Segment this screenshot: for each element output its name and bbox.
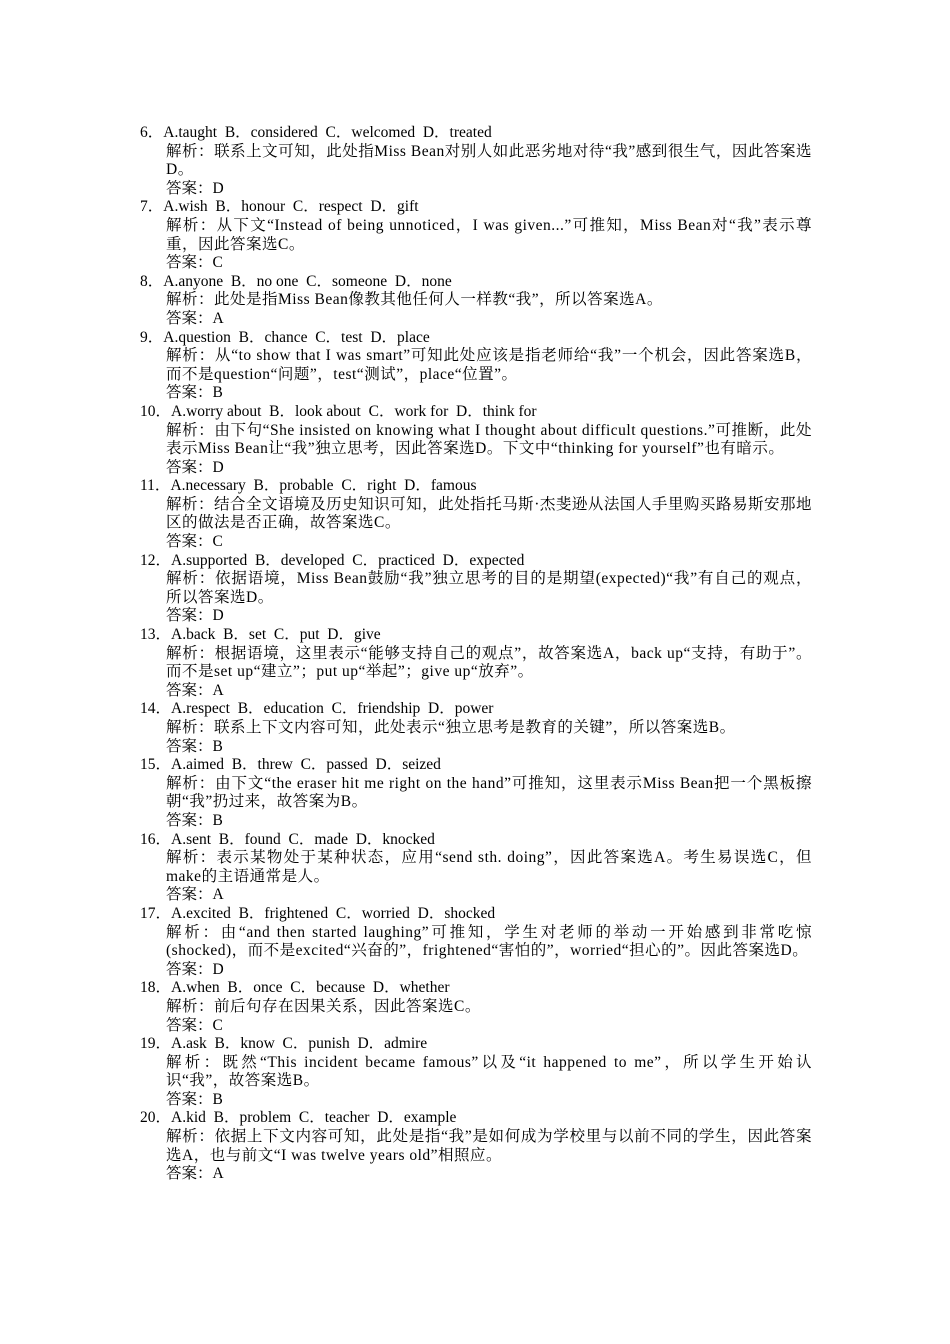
question-options-line (140, 905, 812, 924)
answer-line (140, 533, 812, 552)
answer-options: A.ask B．know C．punish D．admire (171, 1035, 428, 1053)
explanation-label: 解析： (166, 849, 217, 867)
explanation-text: 根据语境，这里表示“能够支持自己的观点”，故答案选A，back up“支持，有助于”。而不是set up“建立”；put up“举起”；give up“放弃”。 (166, 644, 812, 681)
question-item (140, 477, 812, 551)
question-number: 19． (140, 1035, 172, 1053)
explanation-label: 解析： (166, 347, 215, 365)
explanation (140, 645, 812, 682)
explanation-label: 解析： (166, 1128, 215, 1146)
question-number: 10． (140, 402, 172, 420)
question-item (140, 273, 812, 329)
answer-label: 答案： (166, 1165, 213, 1183)
answer-line (140, 384, 812, 403)
answer-label: 答案： (166, 886, 213, 904)
question-options-line (140, 477, 812, 496)
answer-label: 答案： (166, 811, 213, 829)
answer-value: A (212, 681, 224, 699)
explanation-label: 解析： (166, 495, 215, 513)
explanation-text: 既然“This incident became famous”以及“it happened to me”，所以学生开始认识“我”，故答案选B。 (166, 1053, 812, 1090)
answer-options: A.anyone B．no one C．someone D．none (163, 272, 452, 290)
explanation-text: 由下句“She insisted on knowing what I thought about difficult questions.”可推断，此处表示Miss Bean让“我”独立思考，因此答案选D。下文中“thinking for yourself”也有暗示。 (166, 421, 812, 458)
question-options-line (140, 626, 812, 645)
answer-value: B (212, 1090, 223, 1108)
question-number: 15． (140, 756, 172, 774)
explanation (140, 422, 812, 459)
question-number: 13． (140, 626, 172, 644)
answer-label: 答案： (166, 384, 213, 402)
answer-line (140, 310, 812, 329)
answer-options: A.taught B．considered C．welcomed D．treated (163, 124, 492, 141)
explanation-label: 解析： (166, 719, 215, 736)
question-number: 17． (140, 904, 172, 922)
answer-options: A.back B．set C．put D．give (171, 626, 381, 644)
question-number: 12． (140, 551, 172, 569)
answer-label: 答案： (166, 681, 213, 699)
explanation (140, 496, 812, 533)
question-item (140, 403, 812, 477)
answer-label: 答案： (166, 737, 213, 755)
explanation (140, 775, 812, 812)
question-options-line (140, 124, 812, 143)
explanation (140, 1054, 812, 1091)
answer-line (140, 1165, 812, 1184)
explanation (140, 849, 812, 886)
answer-options: A.wish B．honour C．respect D．gift (163, 198, 419, 216)
explanation-text: 前后句存在因果关系，因此答案选C。 (214, 997, 481, 1015)
explanation-label: 解析： (166, 570, 216, 588)
explanation (140, 570, 812, 607)
answer-value: B (212, 384, 223, 402)
question-item (140, 700, 812, 756)
question-options-line (140, 273, 812, 292)
question-options-line (140, 1035, 812, 1054)
question-item (140, 1109, 812, 1183)
question-options-line (140, 831, 812, 850)
answer-options: A.when B．once C．because D．whether (171, 979, 450, 997)
question-options-line (140, 1109, 812, 1128)
answer-line (140, 459, 812, 478)
explanation-label: 解析： (166, 216, 217, 234)
answer-label: 答案： (166, 1090, 213, 1108)
explanation (140, 1128, 812, 1165)
question-number: 18． (140, 979, 172, 997)
explanation-label: 解析： (166, 142, 215, 160)
answer-label: 答案： (166, 254, 213, 272)
answer-line (140, 1091, 812, 1110)
answer-label: 答案： (166, 607, 213, 625)
answer-value: B (212, 737, 223, 755)
answer-options: A.excited B．frightened C．worried D．shocked (171, 904, 496, 922)
answer-line (140, 254, 812, 273)
question-item (140, 552, 812, 626)
answer-label: 答案： (166, 179, 213, 197)
answer-value: C (212, 1016, 223, 1034)
question-options-line (140, 403, 812, 422)
explanation-text: 从“to show that I was smart”可知此处应该是指老师给“我”一个机会，因此答案选B，而不是question“问题”，test“测试”，place“位置”。 (166, 347, 812, 383)
question-item (140, 329, 812, 403)
question-item (140, 905, 812, 979)
question-item (140, 626, 812, 700)
answer-value: B (212, 811, 223, 829)
question-options-line (140, 756, 812, 775)
explanation-text: 结合全文语境及历史知识可知，此处指托马斯·杰斐逊从法国人手里购买路易斯安那地区的做法是否正确，故答案选C。 (166, 495, 812, 532)
answer-options: A.sent B．found C．made D．knocked (171, 830, 435, 848)
answer-line (140, 682, 812, 701)
answer-line (140, 180, 812, 199)
explanation-label: 解析： (166, 774, 216, 792)
answer-value: A (212, 1165, 224, 1183)
answer-value: D (212, 607, 224, 625)
question-number: 20． (140, 1109, 172, 1127)
question-item (140, 831, 812, 905)
question-number: 14． (140, 700, 172, 718)
explanation-text: 依据上下文内容可知，此处是指“我”是如何成为学校里与以前不同的学生，因此答案选A，也与前文“I was twelve years old”相照应。 (166, 1128, 812, 1164)
question-item (140, 979, 812, 1035)
answer-line (140, 607, 812, 626)
answer-label: 答案： (166, 309, 213, 327)
question-number: 11． (140, 477, 171, 495)
question-options-line (140, 329, 812, 348)
explanation-label: 解析： (166, 644, 215, 662)
explanation (140, 143, 812, 180)
question-number: 7． (140, 198, 164, 216)
explanation (140, 217, 812, 254)
question-number: 8． (140, 272, 164, 290)
answer-line (140, 961, 812, 980)
answer-line (140, 1017, 812, 1036)
answer-value: C (212, 254, 223, 272)
question-number: 9． (140, 328, 164, 346)
explanation-text: 联系上文可知，此处指Miss Bean对别人如此恶劣地对待“我”感到很生气，因此答案选D。 (166, 142, 812, 179)
answer-value: A (212, 309, 224, 327)
answer-options: A.question B．chance C．test D．place (163, 328, 430, 346)
question-list (140, 124, 812, 1184)
answer-line (140, 886, 812, 905)
answer-options: A.respect B．education C．friendship D．power (171, 700, 494, 718)
answer-label: 答案： (166, 458, 213, 476)
answer-line (140, 738, 812, 757)
answer-options: A.aimed B．threw C．passed D．seized (171, 756, 441, 774)
answer-value: C (212, 533, 223, 551)
explanation-label: 解析： (166, 421, 215, 439)
question-item (140, 756, 812, 830)
explanation-label: 解析： (166, 997, 215, 1015)
question-options-line (140, 700, 812, 719)
explanation-text: 表示某物处于某种状态，应用“send sth. doing”，因此答案选A。考生易误选C，但make的主语通常是人。 (166, 849, 812, 885)
explanation-text: 从下文“Instead of being unnoticed，I was given...”可推知，Miss Bean对“我”表示尊重，因此答案选C。 (166, 216, 812, 253)
explanation-label: 解析： (166, 1053, 223, 1071)
question-item (140, 124, 812, 198)
question-item (140, 1035, 812, 1109)
explanation (140, 998, 812, 1017)
question-number: 6． (140, 124, 164, 141)
explanation-text: 此处是指Miss Bean像教其他任何人一样教“我”，所以答案选A。 (214, 291, 663, 309)
explanation (140, 291, 812, 310)
question-number: 16． (140, 830, 172, 848)
answer-label: 答案： (166, 1016, 213, 1034)
answer-line (140, 812, 812, 831)
explanation-label: 解析： (166, 291, 215, 309)
answer-value: D (212, 960, 224, 978)
explanation (140, 347, 812, 384)
answer-value: D (212, 458, 224, 476)
question-options-line (140, 198, 812, 217)
explanation (140, 924, 812, 961)
explanation-text: 由“and then started laughing”可推知，学生对老师的举动一开始感到非常吃惊(shocked)，而不是excited“兴奋的”，frightened“害怕的”，worried“担心的”。因此答案选D。 (166, 923, 812, 960)
question-item (140, 198, 812, 272)
explanation-text: 联系上下文内容可知，此处表示“独立思考是教育的关键”，所以答案选B。 (214, 719, 736, 736)
answer-options: A.supported B．developed C．practiced D．expected (171, 551, 525, 569)
answer-options: A.necessary B．probable C．right D．famous (170, 477, 477, 495)
answer-value: D (212, 179, 224, 197)
question-options-line (140, 552, 812, 571)
answer-options: A.worry about B．look about C．work for D．think for (171, 402, 537, 420)
answer-label: 答案： (166, 533, 213, 551)
explanation-label: 解析： (166, 923, 221, 941)
answer-value: A (212, 886, 224, 904)
explanation-text: 由下文“the eraser hit me right on the hand”可推知，这里表示Miss Bean把一个黑板擦朝“我”扔过来，故答案为B。 (166, 774, 812, 811)
answer-label: 答案： (166, 960, 213, 978)
explanation (140, 719, 812, 738)
question-options-line (140, 979, 812, 998)
explanation-text: 依据语境，Miss Bean鼓励“我”独立思考的目的是期望(expected)“我”有自己的观点，所以答案选D。 (166, 570, 812, 606)
answer-options: A.kid B．problem C．teacher D．example (171, 1109, 457, 1127)
